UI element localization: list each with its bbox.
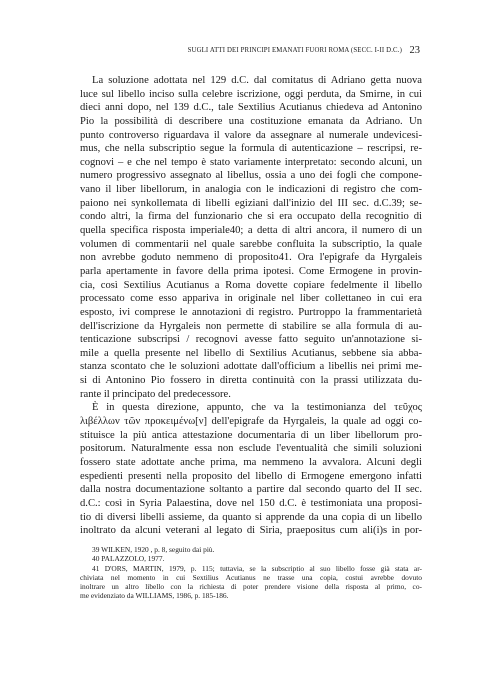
text-line: esposto, ivi comprese le annotazioni di registro. Purtroppo la frammentarietà [80,306,422,318]
text-line: λιβέλλων τῶν προκειμένω[ν] dell'epigrafe da Hyrgaleis, la quale ad oggi co- [80,416,422,428]
page-number: 23 [409,45,420,56]
footnote-41: 41 D'ORS, MARTIN, 1979, p. 115; tuttavia, se la subscriptio al suo libello fosse già stata ar- [92,563,422,573]
text-line: tenticazione subscripsi / recognovi avesse fatto seguito un'annotazione si- [80,334,422,346]
text-line: Pio la possibilità di describere una costituzione emanata da Adriano. Un [80,115,422,127]
text-line: mus, che nella subscriptio segue la formula di autenticazione – rescripsi, re- [80,143,422,155]
text-line: La soluzione adottata nel 129 d.C. dal comitatus di Adriano getta nuova [92,75,422,86]
text-line: dalla nostra documentazione soltanto a partire dal secondo quarto del II sec. [80,484,422,496]
text-line: parla apertamente in favore della prima ipotesi. Come Ermogene in provin- [80,265,422,277]
text-line: dell'iscrizione da Hyrgaleis non permette di stabilire se alla formula di au- [80,320,422,332]
text-line: si di Antonino Pio fossero in diretta continuità con la prassi utilizzata du- [80,375,422,387]
text-line: volumen di commentarii nel quale sarebbe confluita la subscriptio, la quale [80,238,422,250]
text-line: condo altri, la firma del funzionario che si era occupato della recognitio di [80,211,422,223]
text-line: cia, così Sextilius Acutianus a Roma dovette copiare fedelmente il libello [80,279,422,291]
footnotes [80,545,422,601]
footnote-39: 39 WILKEN, 1920 , p. 8, seguito dai più. [92,545,215,554]
text-line: non avrebbe goduto nemmeno di proposito41. Ora l'epigrafe da Hyrgaleis [80,252,422,264]
text-line: espedienti presenti nella proposito del libello di Ermogene emergono infatti [80,470,422,482]
footnote-41-line: inoltrare un altro libello con la richiesta di poter prendere visione della risposta al primo, co- [80,582,422,592]
text-line: paiono nei synkollemata di libelli egiziani dall'inizio del III sec. d.C.39; se- [80,197,422,209]
main-text [80,74,422,538]
text-line: vano il liber libellorum, in analogia con le indicazioni di registro che com- [80,184,422,196]
text-line: processato come esso appariva in originale nel liber collettaneo in cui era [80,293,422,305]
page-header [80,45,420,59]
running-head: SUGLI ATTI DEI PRINCIPI EMANATI FUORI ROMA (SECC. I-II D.C.) [187,47,402,54]
footnote-40: 40 PALAZZOLO, 1977. [92,554,165,564]
text-line: luce sul libello inciso sulla celebre iscrizione, oggi perduta, da Smirne, in cui [80,88,422,100]
text-line: È in questa direzione, appunto, che va la testimonianza del τεῦχος [92,402,422,414]
text-line: stanza scontato che le soluzioni adottate dall'officium a libellis nei primi me- [80,361,422,373]
text-line: dieci anni dopo, nel 139 d.C., tale Sextilius Acutianus chiedeva ad Antonino [80,102,422,114]
text-line: positorum. Naturalmente essa non esclude l'eventualità che simili soluzioni [80,443,422,455]
text-line: rante il principato del predecessore. [80,388,231,400]
text-line: punto controverso riguardava il valore da assegnare al numerale undevicesi- [80,129,422,141]
text-line: d.C.: così in Syria Palaestina, dove nel 150 d.C. è testimoniata una proposi- [80,497,422,509]
text-line: inoltrato da alcuni veterani al legato di Siria, praepositus cum ali(i)s in por- [80,525,422,537]
text-line: stituisce la più antica attestazione documentaria di un liber libellorum pro- [80,429,422,441]
footnote-41-line: chiviata nel momento in cui Sextilius Acutianus ne trasse una copia, costui avrebbe dovuto [80,572,422,582]
text-line: cognovi – e che nel tempo è stato variamente interpretato: secondo alcuni, un [80,156,422,168]
text-line: quella specifica risposta imperiale40; a detta di altri ancora, il numero di un [80,225,422,237]
footnote-41-line: me evidenziato da WILLIAMS, 1986, p. 185-186. [80,591,229,601]
text-line: mile a quella presente nel libello di Sextilius Acutianus, sebbene sia abba- [80,347,422,359]
text-line: fossero state adottate anche prima, ma nemmeno la avvalora. Alcuni degli [80,456,422,468]
text-line: numero progressivo assegnato al libellus, ossia a uno dei fogli che componе- [80,170,422,182]
text-line: tio di diversi libelli assieme, da quanto si apprende da una copia di un libello [80,511,422,523]
